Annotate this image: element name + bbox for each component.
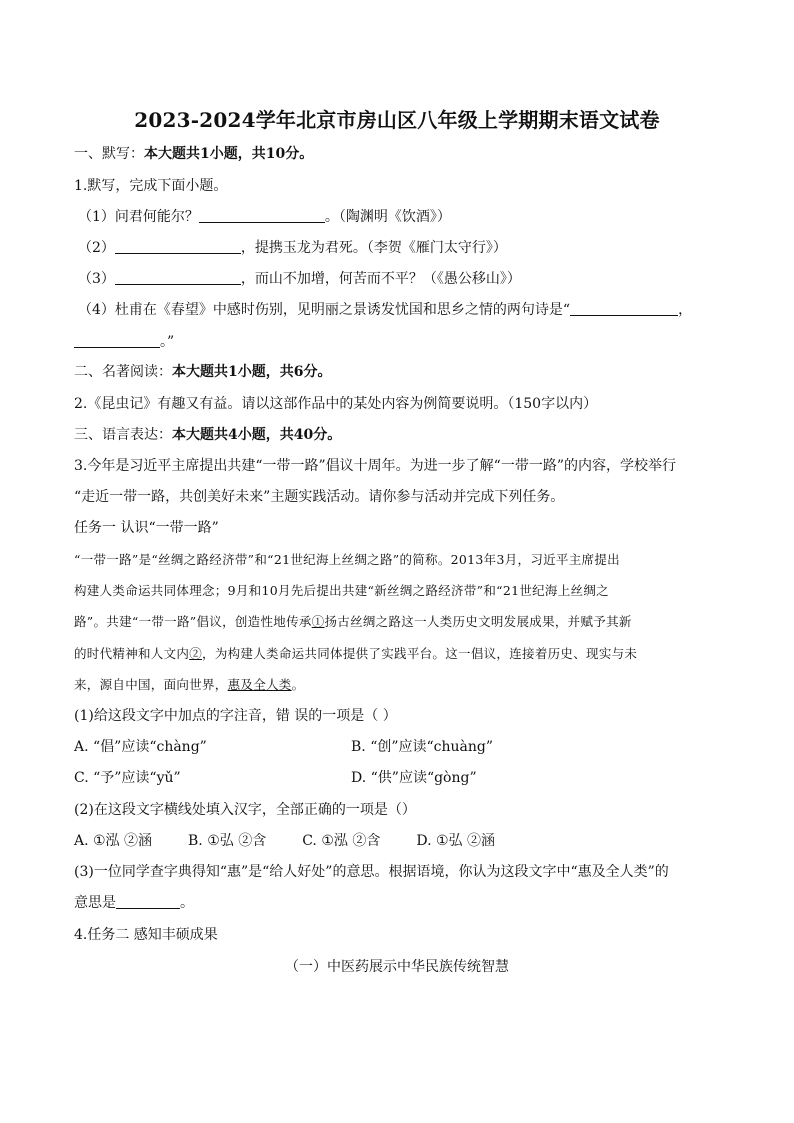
sub-question-2: (2)在这段文字横线处填入汉字，全部正确的一项是（） [74,802,416,818]
passage-line-2: 构建人类命运共同体理念；9月和10月先后提出共建“新丝绸之路经济带”和“21世纪海上丝绸之 [74,583,609,598]
section-3-label: 三、语言表达： [74,427,172,443]
question-4: 4.任务二 感知丰硕成果 [74,927,218,943]
sub-question-1-option-d[interactable]: D. “供”应读“gòng” [351,770,477,786]
question-1-item-1 [78,207,451,227]
sub-question-3-line-2 [74,893,194,913]
blank-marker-1: ① [311,614,325,629]
subsection-heading: （一）中医药展示中华民族传统智慧 [285,959,509,975]
item-1-prefix: （1）问君何能尔？ [78,209,199,225]
section-3-desc: 本大题共4小题，共40分。 [172,427,342,443]
section-2-header [74,362,331,382]
answer-blank[interactable] [116,894,180,909]
question-1-item-2 [78,238,507,258]
section-1-header [74,144,313,164]
question-3-line-1: 3.今年是习近平主席提出共建“一带一路”倡议十周年。为进一步了解“一带一路”的内容，学校举行 [74,458,676,474]
section-1-label: 一、默写： [74,146,144,162]
sub-question-2-option-d[interactable]: D. ①弘 ②涵 [416,833,495,849]
sub-question-2-option-c[interactable]: C. ①泓 ②含 [302,833,381,849]
passage-line-1: “一带一路”是“丝绸之路经济带”和“21世纪海上丝绸之路”的简称。2013年3月，习近平主席提出 [74,552,620,567]
blank-marker-2: ② [189,646,203,661]
question-1-item-4-cont [74,332,174,352]
section-2-label: 二、名著阅读： [74,364,172,380]
question-1-item-4 [78,300,692,320]
item-2-prefix: （2） [78,240,115,256]
passage-line-4 [74,644,637,664]
item-4-end: 。” [160,334,175,350]
exam-title: 2023-2024学年北京市房山区八年级上学期期末语文试卷 [134,108,660,132]
task-1-heading: 任务一 认识“一带一路” [74,520,219,536]
sub-question-3-text: 意思是 [74,895,116,911]
item-1-suffix: 。（陶渊明《饮酒》） [324,209,451,225]
question-3-line-2: “走近一带一路，共创美好未来”主题实践活动。请你参与活动并完成下列任务。 [74,489,565,505]
sub-question-2-options [74,831,531,851]
question-1-intro: 1.默写，完成下面小题。 [74,178,228,194]
underlined-phrase: 惠及全人类 [227,677,292,692]
sub-question-3-end: 。 [180,895,194,911]
question-1-item-3 [78,269,521,289]
passage-text: 扬古丝绸之路这一人类历史文明发展成果，并赋予其新 [324,614,632,629]
passage-text: 路”。共建“一带一路”倡议，创造性地传承 [74,614,312,629]
sub-question-2-option-a[interactable]: A. ①泓 ②涵 [74,833,153,849]
passage-text: ，为构建人类命运共同体提供了实践平台。这一倡议，连接着历史、现实与未 [202,646,638,661]
item-2-suffix: ，提携玉龙为君死。（李贺《雁门太守行》） [240,240,507,256]
section-1-desc: 本大题共1小题，共10分。 [144,146,314,162]
sub-question-2-option-b[interactable]: B. ①弘 ②含 [188,833,267,849]
sub-question-1-option-c[interactable]: C. “予”应读“yǔ” [74,770,181,786]
question-2: 2.《昆虫记》有趣又有益。请以这部作品中的某处内容为例简要说明。（150字以内） [74,396,598,412]
section-3-header [74,425,341,445]
item-3-prefix: （3） [78,271,115,287]
item-4-comma: ， [678,302,693,318]
answer-blank[interactable] [199,208,325,223]
answer-blank[interactable] [115,270,241,285]
passage-text: 。 [291,677,305,692]
sub-question-1-option-a[interactable]: A. “倡”应读“chàng” [74,739,207,755]
passage-line-3 [74,612,632,632]
sub-question-1: (1)给这段文字中加点的字注音，错 误的一项是（ ） [74,708,397,724]
answer-blank[interactable] [74,333,160,348]
answer-blank[interactable] [570,301,678,316]
sub-question-1-option-b[interactable]: B. “创”应读“chuàng” [351,739,494,755]
answer-blank[interactable] [115,239,241,254]
passage-text: 的时代精神和人文内 [74,646,190,661]
section-2-desc: 本大题共1小题，共6分。 [172,364,332,380]
passage-line-5 [74,675,304,695]
sub-question-3-line-1: (3)一位同学查字典得知“惠”是“给人好处”的意思。根据语境，你认为这段文字中“惠及全人类”的 [74,864,669,880]
item-3-suffix: ，而山不加增，何苦而不平？（《愚公移山》） [240,271,521,287]
passage-text: 来，源自中国，面向世界， [74,677,228,692]
item-4-prefix: （4）杜甫在《春望》中感时伤别，见明丽之景诱发忧国和思乡之情的两句诗是“ [78,302,571,318]
